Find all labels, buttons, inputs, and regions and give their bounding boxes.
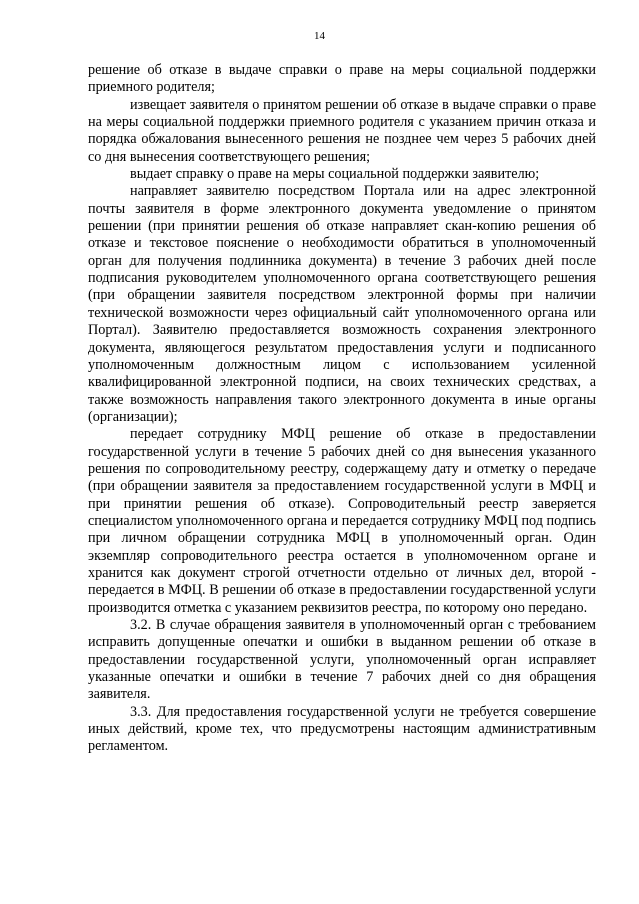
paragraph-5: передает сотруднику МФЦ решение об отказе в предоставлении государственной услуги в течение 5 рабочих дней со дня вынесения указанного решения по сопроводительному реестру, содержащему дату и отметку о передаче (при обращении заявителя за предоставлением государственной услуги в МФЦ и при принятии решения об отказе). Сопроводительный реестр заверяется специалистом уполномоченного органа и передается сотруднику МФЦ под подпись при личном обращении сотрудника МФЦ в уполномоченный орган. Один экземпляр сопроводительного реестра остается в уполномоченном органе и хранится как документ строгой отчетности отдельно от личных дел, второй - передается в МФЦ. В решении об отказе в предоставлении государственной услуги производится отметка с указанием реквизитов реестра, по которому оно передано. <box>88 426 596 616</box>
paragraph-2: извещает заявителя о принятом решении об отказе в выдаче справки о праве на меры социальной поддержки приемного родителя с указанием причин отказа и порядка обжалования вынесенного решения не позднее чем через 5 рабочих дней со дня вынесения соответствующего решения; <box>88 96 596 165</box>
document-body <box>88 62 596 756</box>
paragraph-section-3-3: 3.3. Для предоставления государственной услуги не требуется совершение иных действий, кроме тех, что предусмотрены настоящим административным регламентом. <box>88 703 596 755</box>
paragraph-3: выдает справку о праве на меры социальной поддержки заявителю; <box>130 166 540 183</box>
paragraph-1: решение об отказе в выдаче справки о праве на меры социальной поддержки приемного родителя; <box>88 62 596 96</box>
page-number: 14 <box>314 30 325 42</box>
paragraph-section-3-2: 3.2. В случае обращения заявителя в уполномоченный орган с требованием исправить допущенные опечатки и ошибки в выданном решении об отказе в предоставлении государственной услуги, уполномоченный орган исправляет указанные опечатки и ошибки в течение 7 рабочих дней со дня обращения заявителя. <box>88 617 596 703</box>
paragraph-4: направляет заявителю посредством Портала или на адрес электронной почты заявителя в форме электронного документа уведомление о принятом решении (при принятии решения об отказе направляет скан-копию решения об отказе и текстовое пояснение о необходимости обратиться в уполномоченный орган для получения подлинника документа) в течение 3 рабочих дней после подписания руководителем уполномоченного органа соответствующего решения (при обращении заявителя посредством электронной формы при наличии технической возможности через официальный сайт уполномоченного органа или Портал). Заявителю предоставляется возможность сохранения электронного документа, являющегося результатом предоставления услуги и подписанного уполномоченным должностным лицом с использованием усиленной квалифицированной электронной подписи, на своих технических средствах, а также возможность направления такого электронного документа в иные органы (организации); <box>88 183 596 425</box>
